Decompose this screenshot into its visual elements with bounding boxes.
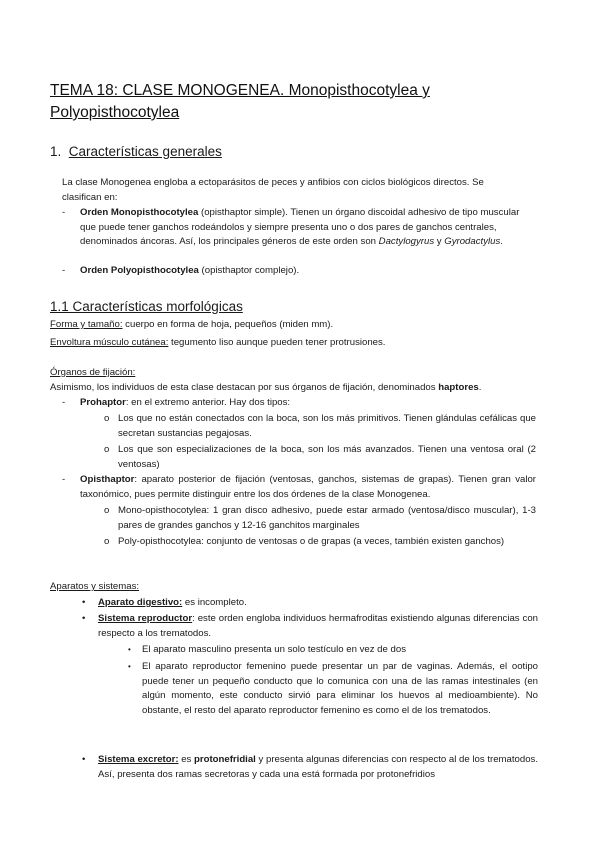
dash-marker: - — [62, 207, 66, 218]
circle-marker: o — [104, 505, 110, 516]
document-title: TEMA 18: CLASE MONOGENEA. Monopisthocotylea y Polyopisthocotylea — [50, 82, 430, 121]
forma-text: cuerpo en forma de hoja, pequeños (miden mm). — [122, 319, 334, 330]
protonefridial-term: protonefridial — [194, 754, 256, 765]
reproductor-detail: El aparato masculino presenta un solo testículo en vez de dos — [142, 644, 406, 655]
bullet-marker: • — [82, 754, 86, 765]
opisthaptor-text: : aparato posterior de fijación (ventosas, ganchos, sistemas de grapas). Tienen gran valor taxonómico, pues permite distinguir entre los dos órdenes de la clase Monogenea. — [80, 474, 536, 500]
reproductor-detail: El aparato reproductor femenino puede presentar un par de vaginas. Además, el ootipo puede tener un pequeño conducto que lo comunica con una de las ramas intestinales (en algún momento, este conducto sirvió para eliminar los huevos al medioambiente). No obstante, el resto del aparato reproductor femenino es como el de los trematodos. — [142, 661, 538, 716]
opisthaptor-type: Mono-opisthocotylea: 1 gran disco adhesivo, puede estar armado (ventosa/disco muscular), 1-3 pares de grandes ganchos y 12-16 ganchitos marginales — [118, 505, 536, 531]
organos-label: Órganos de fijación: — [50, 367, 136, 378]
organos-text: Asimismo, los individuos de esta clase destacan por sus órganos de fijación, denominados — [50, 382, 439, 393]
section-number: 1. — [50, 144, 62, 159]
reproductor-text: : este orden engloba individuos hermafroditas existiendo algunas diferencias con respecto a los trematodos. — [98, 613, 538, 639]
prohaptor-line — [80, 396, 530, 411]
section-heading — [50, 143, 222, 161]
order-name: Orden Monopisthocotylea — [80, 207, 199, 218]
organos-intro — [50, 381, 540, 396]
digestivo-line — [98, 596, 538, 611]
excretor-line — [98, 753, 538, 782]
intro-paragraph: La clase Monogenea engloba a ectoparásitos de peces y anfibios con ciclos biológicos directos. Se clasifican en: — [62, 177, 484, 203]
order-text: . — [500, 236, 503, 247]
order-item — [80, 206, 528, 250]
order-text: (opisthaptor complejo). — [198, 265, 300, 276]
order-text: y — [434, 236, 445, 247]
dash-marker: - — [62, 397, 66, 408]
opisthaptor-line — [80, 473, 536, 502]
digestivo-text: es incompleto. — [182, 597, 247, 608]
bullet-marker: • — [128, 662, 131, 671]
circle-marker: o — [104, 536, 110, 547]
excretor-text: y presenta algunas diferencias con respecto al de los trematodos. Así, presenta dos ramas secretoras y cada una está formada por protonefridios — [98, 754, 538, 780]
excretor-term: Sistema excretor: — [98, 754, 179, 765]
prohaptor-type: Los que no están conectados con la boca, son los más primitivos. Tienen glándulas cefálicas que secretan sustancias pegajosas. — [118, 413, 536, 439]
genus-name: Dactylogyrus — [378, 236, 435, 247]
bullet-marker: • — [82, 613, 86, 624]
haptores-term: haptores — [438, 382, 479, 393]
circle-marker: o — [104, 444, 110, 455]
prohaptor-term: Prohaptor — [80, 397, 126, 408]
prohaptor-text: : en el extremo anterior. Hay dos tipos: — [125, 397, 291, 408]
aparatos-label: Aparatos y sistemas: — [50, 581, 140, 592]
opisthaptor-type: Poly-opisthocotylea: conjunto de ventosas o de grapas (a veces, también existen ganchos) — [118, 536, 505, 547]
bullet-marker: • — [82, 597, 86, 608]
digestivo-term: Aparato digestivo: — [98, 597, 183, 608]
bullet-marker: • — [128, 645, 131, 654]
excretor-text: es — [178, 754, 195, 765]
envoltura-label: Envoltura músculo cutánea: — [50, 337, 169, 348]
opisthaptor-term: Opisthaptor — [80, 474, 135, 485]
subsection-heading: 1.1 Características morfológicas — [50, 299, 243, 314]
prohaptor-type: Los que son especializaciones de la boca, son los más avanzados. Tienen una ventosa oral (2 ventosas) — [118, 444, 536, 470]
reproductor-term: Sistema reproductor — [98, 613, 193, 624]
circle-marker: o — [104, 413, 110, 424]
order-text: (opisthaptor simple). Tienen un órgano discoidal adhesivo de tipo muscular que puede tener ganchos rodeándolos y siempre presenta uno o dos pares de ganchos centrales, denominados áncoras. Así, los principales géneros de este orden son — [80, 207, 520, 247]
dash-marker: - — [62, 474, 66, 485]
envoltura-line — [50, 336, 530, 351]
envoltura-text: tegumento liso aunque pueden tener protrusiones. — [168, 337, 386, 348]
genus-name: Gyrodactylus — [444, 236, 501, 247]
order-item — [80, 264, 528, 279]
reproductor-line — [98, 612, 538, 641]
dash-marker: - — [62, 265, 66, 276]
forma-line — [50, 318, 530, 333]
section-title: Características generales — [68, 144, 222, 159]
forma-label: Forma y tamaño: — [50, 319, 123, 330]
organos-text: . — [478, 382, 482, 393]
order-name: Orden Polyopisthocotylea — [80, 265, 199, 276]
